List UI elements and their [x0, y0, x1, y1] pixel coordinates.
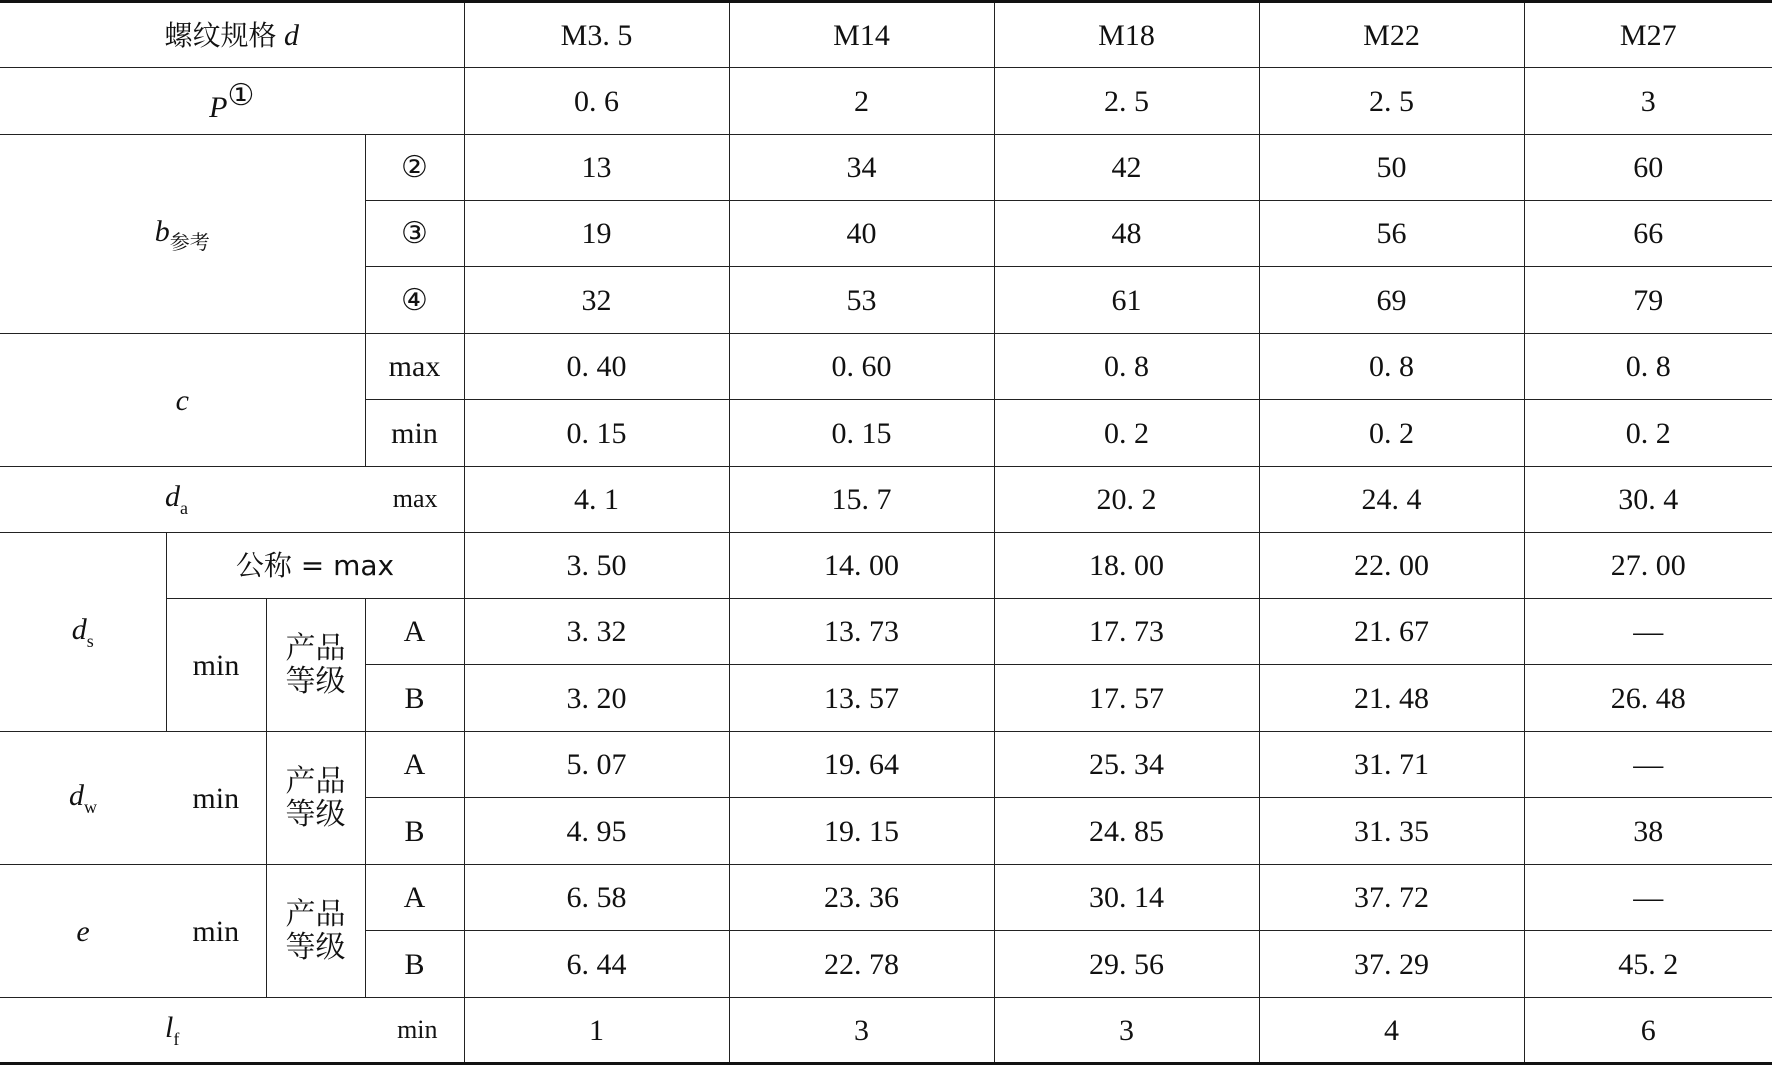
da-limit: max	[392, 484, 438, 514]
ds-grade: B	[365, 665, 464, 732]
b-ref-value: 40	[729, 201, 994, 267]
dw-min-label: min	[166, 732, 266, 865]
ds-nominal-row	[0, 533, 1772, 599]
header-label-text: 螺纹规格	[164, 18, 277, 52]
b-ref-value: 79	[1524, 267, 1772, 334]
c-value: 0. 15	[729, 400, 994, 467]
ds-value: 26. 48	[1524, 665, 1772, 732]
header-size: M3. 5	[464, 2, 729, 68]
dw-grade-label: 产品 等级	[266, 732, 365, 865]
lf-value: 3	[729, 998, 994, 1064]
ds-min-label: min	[166, 599, 266, 732]
ds-value: 17. 57	[994, 665, 1259, 732]
da-label: d	[165, 480, 180, 514]
dw-value: 5. 07	[464, 732, 729, 798]
b-ref-sub: 参考	[169, 230, 210, 254]
c-label: c	[175, 383, 189, 417]
b-ref-value: 69	[1259, 267, 1524, 334]
lf-label-cell	[0, 998, 464, 1064]
dw-label: d	[69, 778, 84, 812]
dw-value: 19. 64	[729, 732, 994, 798]
da-row	[0, 467, 1772, 533]
lf-sub: f	[173, 1028, 180, 1049]
da-sub: a	[180, 498, 188, 519]
ds-value: 3. 20	[464, 665, 729, 732]
pitch-value: 2	[729, 68, 994, 135]
b-ref-value: 61	[994, 267, 1259, 334]
b-ref-marker: ②	[365, 135, 464, 201]
ds-nominal-value: 3. 50	[464, 533, 729, 599]
b-ref-value: 42	[994, 135, 1259, 201]
c-value: 0. 8	[1259, 334, 1524, 400]
e-value: 37. 29	[1259, 931, 1524, 998]
c-value: 0. 2	[994, 400, 1259, 467]
e-value: 6. 44	[464, 931, 729, 998]
dw-grade: B	[365, 798, 464, 865]
b-ref-value: 48	[994, 201, 1259, 267]
e-value: 37. 72	[1259, 865, 1524, 931]
da-label-cell	[0, 467, 464, 533]
lf-value: 6	[1524, 998, 1772, 1064]
header-size: M22	[1259, 2, 1524, 68]
dw-value: 31. 35	[1259, 798, 1524, 865]
e-value: 45. 2	[1524, 931, 1772, 998]
da-value: 30. 4	[1524, 467, 1772, 533]
c-value: 0. 8	[1524, 334, 1772, 400]
c-value: 0. 2	[1524, 400, 1772, 467]
b-ref-marker: ③	[365, 201, 464, 267]
c-row	[0, 334, 1772, 400]
lf-label: l	[165, 1010, 174, 1044]
pitch-value: 3	[1524, 68, 1772, 135]
lf-value: 1	[464, 998, 729, 1064]
dw-value: 25. 34	[994, 732, 1259, 798]
b-ref-value: 60	[1524, 135, 1772, 201]
dw-value: 31. 71	[1259, 732, 1524, 798]
lf-value: 4	[1259, 998, 1524, 1064]
b-ref-value: 34	[729, 135, 994, 201]
e-grade: B	[365, 931, 464, 998]
ds-nominal-value: 18. 00	[994, 533, 1259, 599]
pitch-row	[0, 68, 1772, 135]
ds-value: 3. 32	[464, 599, 729, 665]
dw-value: 4. 95	[464, 798, 729, 865]
b-ref-value: 66	[1524, 201, 1772, 267]
da-value: 24. 4	[1259, 467, 1524, 533]
ds-nominal-value: 22. 00	[1259, 533, 1524, 599]
ds-nominal-value: 27. 00	[1524, 533, 1772, 599]
pitch-note: ①	[227, 77, 255, 113]
b-ref-label: b	[154, 215, 170, 248]
dw-value: 19. 15	[729, 798, 994, 865]
c-value: 0. 60	[729, 334, 994, 400]
lf-row	[0, 998, 1772, 1064]
ds-value: 21. 67	[1259, 599, 1524, 665]
b-ref-value: 32	[464, 267, 729, 334]
pitch-label-cell	[0, 68, 464, 135]
c-label-cell	[0, 334, 365, 467]
e-value: 23. 36	[729, 865, 994, 931]
ds-label: d	[71, 612, 87, 646]
lf-value: 3	[994, 998, 1259, 1064]
ds-sub: s	[86, 630, 94, 651]
b-ref-value: 19	[464, 201, 729, 267]
e-row	[0, 865, 1772, 931]
c-value: 0. 8	[994, 334, 1259, 400]
ds-value: 13. 73	[729, 599, 994, 665]
pitch-label: P	[209, 90, 228, 124]
c-limit: max	[365, 334, 464, 400]
pitch-value: 2. 5	[994, 68, 1259, 135]
da-value: 20. 2	[994, 467, 1259, 533]
e-label: e	[76, 914, 90, 948]
e-label-cell	[0, 865, 166, 998]
e-value: 30. 14	[994, 865, 1259, 931]
ds-value: 13. 57	[729, 665, 994, 732]
b-ref-label-cell	[0, 135, 365, 334]
e-value: 22. 78	[729, 931, 994, 998]
header-row	[0, 2, 1772, 68]
b-ref-value: 13	[464, 135, 729, 201]
b-ref-marker: ④	[365, 267, 464, 334]
pitch-value: 2. 5	[1259, 68, 1524, 135]
e-grade-label: 产品 等级	[266, 865, 365, 998]
da-value: 15. 7	[729, 467, 994, 533]
ds-grade: A	[365, 599, 464, 665]
ds-value: —	[1524, 599, 1772, 665]
header-size: M14	[729, 2, 994, 68]
e-grade: A	[365, 865, 464, 931]
b-ref-value: 56	[1259, 201, 1524, 267]
dw-sub: w	[84, 796, 97, 817]
ds-label-cell	[0, 533, 166, 732]
dw-grade: A	[365, 732, 464, 798]
dw-label-cell	[0, 732, 166, 865]
header-size: M27	[1524, 2, 1772, 68]
b-ref-value: 50	[1259, 135, 1524, 201]
b-ref-row	[0, 135, 1772, 201]
e-min-label: min	[166, 865, 266, 998]
dw-value: 24. 85	[994, 798, 1259, 865]
e-value: 6. 58	[464, 865, 729, 931]
e-value: —	[1524, 865, 1772, 931]
ds-value: 21. 48	[1259, 665, 1524, 732]
ds-value: 17. 73	[994, 599, 1259, 665]
ds-grade-row	[0, 599, 1772, 665]
ds-nominal-label: 公称 = max	[166, 533, 464, 599]
header-size: M18	[994, 2, 1259, 68]
c-value: 0. 15	[464, 400, 729, 467]
header-label-var: d	[284, 18, 300, 52]
c-value: 0. 40	[464, 334, 729, 400]
dw-value: 38	[1524, 798, 1772, 865]
c-limit: min	[365, 400, 464, 467]
e-value: 29. 56	[994, 931, 1259, 998]
dw-value: —	[1524, 732, 1772, 798]
header-label-cell	[0, 2, 464, 68]
ds-nominal-value: 14. 00	[729, 533, 994, 599]
b-ref-value: 53	[729, 267, 994, 334]
lf-limit: min	[397, 1014, 438, 1044]
c-value: 0. 2	[1259, 400, 1524, 467]
dw-row	[0, 732, 1772, 798]
pitch-value: 0. 6	[464, 68, 729, 135]
ds-grade-label: 产品 等级	[266, 599, 365, 732]
da-value: 4. 1	[464, 467, 729, 533]
